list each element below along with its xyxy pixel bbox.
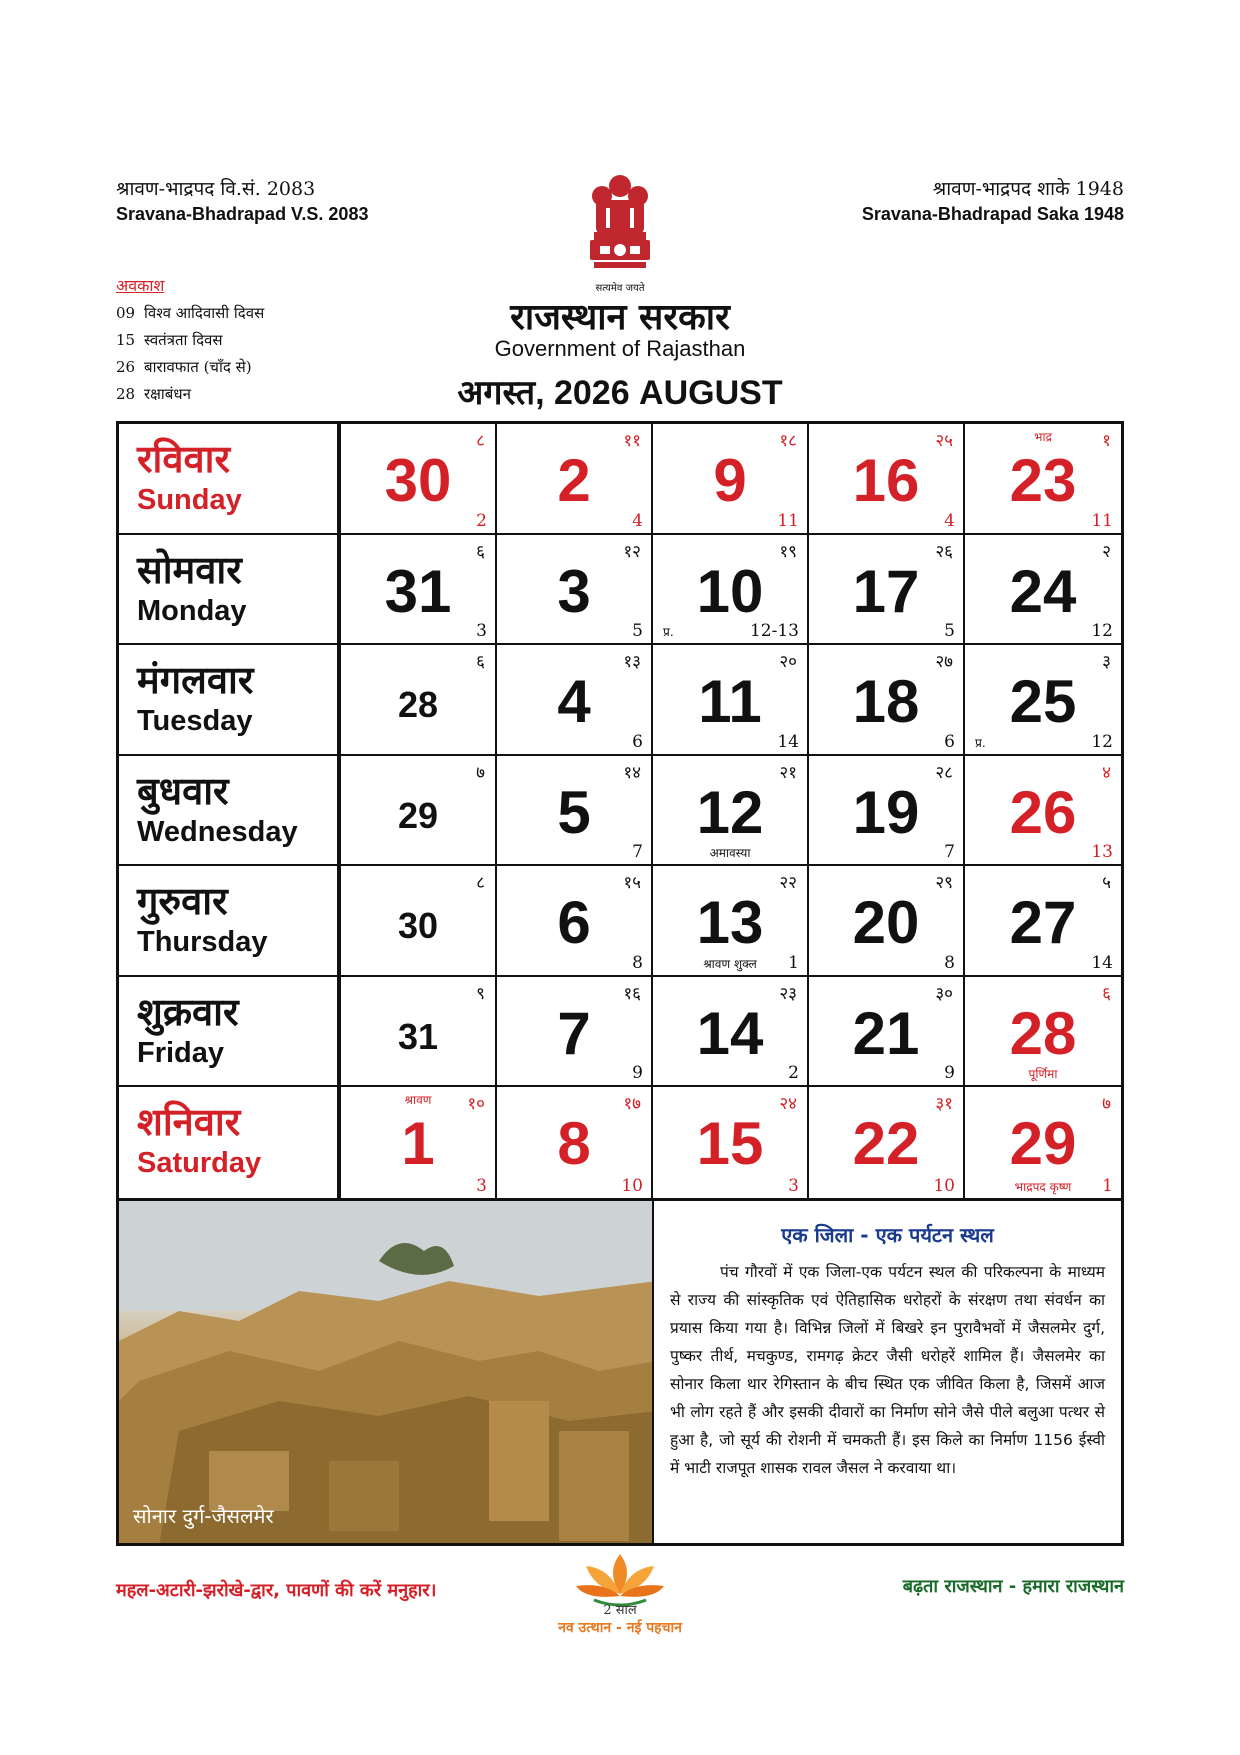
- saka-date: 13: [1091, 842, 1113, 863]
- date-cell[interactable]: [809, 535, 965, 646]
- emblem-motto: सत्यमेव जयते: [595, 283, 645, 294]
- date-cell[interactable]: [653, 866, 809, 977]
- date-number: 24: [1009, 557, 1077, 625]
- tithi-number: ७: [476, 762, 485, 783]
- date-number: 28: [1009, 999, 1077, 1067]
- weekday-saturday: [119, 1087, 341, 1198]
- header-left: [116, 176, 368, 226]
- saka-date: 10: [933, 1175, 955, 1196]
- date-number: 19: [852, 778, 920, 846]
- weekday-english: Friday: [137, 1036, 225, 1069]
- date-cell[interactable]: [341, 866, 497, 977]
- holiday-day: 15: [116, 331, 136, 349]
- tithi-number: १०: [467, 1094, 485, 1115]
- saka-date: 12-13: [749, 621, 799, 642]
- tithi-number: २९: [935, 873, 953, 894]
- date-number: 6: [557, 889, 591, 957]
- cell-note: पूर्णिमा: [1028, 1067, 1058, 1082]
- weekday-tuesday: [119, 645, 341, 756]
- holiday-day: 28: [116, 385, 136, 403]
- feature-box: [654, 1201, 1124, 1546]
- date-number: 3: [557, 557, 591, 625]
- calendar-grid: [116, 421, 1124, 1201]
- date-cell[interactable]: [497, 756, 653, 867]
- weekday-hindi: शनिवार: [137, 1099, 241, 1145]
- weekday-english: Saturday: [137, 1147, 262, 1180]
- date-number: 4: [557, 668, 591, 736]
- national-emblem-icon: [580, 170, 660, 282]
- saka-date: 12: [1091, 621, 1113, 642]
- cell-note: श्रावण शुक्ल: [703, 956, 757, 971]
- date-number: 31: [384, 557, 452, 625]
- tithi-number: १२: [623, 541, 641, 562]
- saka-date: 7: [632, 842, 643, 863]
- holiday-item: [116, 381, 264, 408]
- date-cell[interactable]: [965, 1087, 1121, 1198]
- date-number: 22: [852, 1110, 920, 1178]
- holiday-day: 09: [116, 304, 136, 322]
- month-title: अगस्त, 2026 AUGUST: [457, 374, 783, 412]
- holiday-item: [116, 327, 264, 354]
- tithi-number: ८: [476, 873, 485, 894]
- date-cell[interactable]: [965, 866, 1121, 977]
- weekday-english: Wednesday: [137, 815, 298, 848]
- date-number: 18: [852, 668, 920, 736]
- weekday-hindi: बुधवार: [137, 767, 229, 813]
- date-number: 17: [852, 557, 920, 625]
- date-cell[interactable]: [497, 424, 653, 535]
- tithi-number: २५: [935, 431, 953, 451]
- date-number: 13: [696, 889, 764, 957]
- tithi-number: १५: [623, 873, 641, 894]
- date-cell[interactable]: [653, 756, 809, 867]
- saka-english: Sravana-Bhadrapad Saka 1948: [861, 204, 1124, 224]
- saka-date: 4: [632, 510, 643, 531]
- date-cell[interactable]: [341, 1087, 497, 1198]
- saka-date: 8: [632, 952, 643, 973]
- saka-date: 1: [788, 952, 799, 973]
- date-number: 1: [401, 1110, 435, 1178]
- photo-caption: सोनार दुर्ग-जैसलमेर: [133, 1504, 274, 1528]
- date-cell[interactable]: [341, 645, 497, 756]
- saka-date: 10: [621, 1175, 643, 1196]
- sonar-fort-image: [119, 1201, 654, 1546]
- fort-photo: [116, 1201, 654, 1546]
- footer-tagline-left: महल-अटारी-झरोखे-द्वार, पावणों की करें मनुहार।: [116, 1580, 437, 1601]
- saka-date: 2: [476, 510, 487, 531]
- govt-title-english: Government of Rajasthan: [494, 336, 746, 361]
- date-cell[interactable]: [809, 977, 965, 1088]
- date-cell[interactable]: [965, 977, 1121, 1088]
- weekday-wednesday: [119, 756, 341, 867]
- date-cell[interactable]: [341, 756, 497, 867]
- date-number: 20: [852, 889, 920, 957]
- date-number: 29: [1009, 1110, 1077, 1178]
- tithi-number: २२: [779, 873, 797, 894]
- tithi-number: ६: [1102, 983, 1111, 1004]
- tithi-number: ८: [476, 431, 485, 451]
- date-cell[interactable]: [653, 1087, 809, 1198]
- date-number: 21: [852, 999, 920, 1067]
- month-marker: भाद्र: [1034, 430, 1052, 444]
- saka-date: 14: [777, 731, 799, 752]
- month-marker: श्रावण: [404, 1093, 432, 1108]
- date-number: 5: [557, 778, 591, 846]
- samvat-english: Sravana-Bhadrapad V.S. 2083: [116, 204, 369, 224]
- cell-note: प्र.: [975, 735, 986, 750]
- date-cell[interactable]: [341, 977, 497, 1088]
- tithi-number: ५: [1102, 873, 1111, 894]
- date-number: 9: [713, 447, 747, 514]
- weekday-hindi: शुक्रवार: [137, 988, 239, 1034]
- date-cell[interactable]: [653, 535, 809, 646]
- saka-date: 4: [944, 510, 955, 531]
- saka-date: 3: [476, 621, 487, 642]
- tithi-number: ९: [476, 983, 485, 1004]
- tithi-number: २: [1102, 541, 1111, 562]
- date-cell[interactable]: [497, 866, 653, 977]
- tithi-number: २४: [779, 1094, 797, 1115]
- date-cell[interactable]: [809, 424, 965, 535]
- weekday-hindi: सोमवार: [137, 546, 242, 592]
- footer-tagline-right: बढ़ता राजस्थान - हमारा राजस्थान: [902, 1576, 1124, 1597]
- date-cell[interactable]: [965, 756, 1121, 867]
- saka-date: 9: [632, 1063, 643, 1084]
- date-cell[interactable]: [653, 424, 809, 535]
- saka-date: 5: [944, 621, 955, 642]
- tithi-number: २३: [779, 983, 797, 1004]
- tithi-number: २८: [935, 762, 953, 783]
- date-cell[interactable]: [497, 977, 653, 1088]
- weekday-english: Monday: [137, 594, 247, 627]
- date-number: 16: [852, 447, 920, 514]
- date-number: 28: [397, 684, 439, 726]
- saka-date: 7: [944, 842, 955, 863]
- holiday-name: बारावफात (चाँद से): [144, 358, 252, 376]
- weekday-hindi: गुरुवार: [137, 878, 228, 924]
- weekday-hindi: रविवार: [137, 436, 231, 481]
- date-cell[interactable]: [809, 645, 965, 756]
- tithi-number: २७: [935, 652, 953, 673]
- holiday-name: विश्व आदिवासी दिवस: [144, 304, 265, 322]
- tithi-number: १४: [623, 762, 641, 783]
- holiday-item: [116, 354, 264, 381]
- weekday-sunday: [119, 424, 341, 535]
- tithi-number: ३: [1102, 652, 1111, 673]
- saka-date: 9: [944, 1063, 955, 1084]
- weekday-friday: [119, 977, 341, 1088]
- saka-date: 11: [777, 510, 799, 531]
- date-cell[interactable]: [497, 535, 653, 646]
- date-cell[interactable]: [341, 535, 497, 646]
- date-number: 15: [696, 1110, 764, 1178]
- date-number: 27: [1009, 889, 1077, 957]
- cell-note: भाद्रपद कृष्ण: [1014, 1179, 1072, 1194]
- tithi-number: ७: [1102, 1094, 1111, 1115]
- header-right: [862, 176, 1124, 226]
- saka-date: 12: [1091, 731, 1113, 752]
- date-number: 11: [698, 668, 762, 736]
- date-cell[interactable]: [965, 535, 1121, 646]
- weekday-english: Tuesday: [137, 705, 253, 738]
- date-number: 29: [397, 794, 439, 836]
- saka-date: 6: [632, 731, 643, 752]
- date-number: 30: [397, 905, 439, 947]
- date-number: 2: [557, 447, 591, 514]
- saka-hindi: श्रावण-भाद्रपद शाके 1948: [932, 178, 1124, 200]
- holiday-list: [116, 274, 264, 408]
- saka-date: 1: [1102, 1175, 1113, 1196]
- weekday-thursday: [119, 866, 341, 977]
- date-number: 7: [557, 999, 591, 1067]
- saka-date: 6: [944, 731, 955, 752]
- tithi-number: १६: [623, 983, 641, 1004]
- tithi-number: ६: [476, 652, 485, 673]
- samvat-hindi: श्रावण-भाद्रपद वि.सं. 2083: [116, 178, 316, 200]
- date-number: 12: [696, 778, 764, 846]
- tithi-number: ६: [476, 541, 485, 562]
- date-cell[interactable]: [809, 1087, 965, 1198]
- holiday-title: अवकाश: [116, 276, 165, 295]
- weekday-english: Thursday: [137, 926, 268, 959]
- date-cell[interactable]: [497, 1087, 653, 1198]
- cell-note: प्र.: [663, 625, 674, 640]
- tithi-number: १८: [779, 431, 797, 451]
- tithi-number: २१: [779, 762, 797, 783]
- holiday-day: 26: [116, 358, 136, 376]
- cell-note: अमावस्या: [709, 846, 751, 861]
- date-number: 10: [696, 557, 764, 625]
- date-number: 30: [384, 447, 452, 514]
- tithi-number: ३१: [935, 1094, 953, 1115]
- holiday-name: स्वतंत्रता दिवस: [144, 331, 223, 349]
- date-cell[interactable]: [809, 756, 965, 867]
- date-cell[interactable]: [341, 424, 497, 535]
- weekday-hindi: मंगलवार: [137, 657, 254, 703]
- tithi-number: १: [1102, 431, 1111, 451]
- date-number: 31: [397, 1015, 439, 1057]
- holiday-name: रक्षाबंधन: [144, 385, 191, 403]
- date-number: 14: [696, 999, 764, 1067]
- date-number: 25: [1009, 668, 1077, 736]
- govt-title-hindi: राजस्थान सरकार: [510, 296, 730, 338]
- feature-body: पंच गौरवों में एक जिला-एक पर्यटन स्थल की परिकल्पना के माध्यम से राज्य की सांस्कृतिक एवं ऐतिहासिक धरोहरों के संरक्षण तथा संवर्धन का प्रयास किया गया है। विभिन्न जिलों में बिखरे इन पुरावैभवों में जैसलमेर दुर्ग, पुष्कर तीर्थ, मचकुण्ड, रामगढ़ क्रेटर जैसी धरोहरें शामिल हैं। जैसलमेर का सोनार किला थार रेगिस्तान के बीच स्थित एक जीवित किला है, जिसमें आज भी लोग रहते हैं और इसकी दीवारों का निर्माण सोने जैसे पीले बलुआ पत्थर से हुआ है, जो सूर्य की रोशनी में चमकती हैं। इस किले का निर्माण 1156 ईस्वी में भाटी राजपूत शासक रावल जैसल ने करवाया था।: [670, 1263, 1105, 1477]
- tithi-number: २०: [779, 652, 797, 673]
- saka-date: 2: [788, 1063, 799, 1084]
- weekday-english: Sunday: [137, 484, 242, 516]
- date-cell[interactable]: [809, 866, 965, 977]
- date-number: 8: [557, 1110, 591, 1178]
- date-cell[interactable]: [965, 645, 1121, 756]
- saka-date: 3: [476, 1175, 487, 1196]
- tithi-number: ११: [623, 431, 641, 451]
- saka-date: 14: [1091, 952, 1113, 973]
- tithi-number: १७: [623, 1094, 641, 1115]
- saka-date: 11: [1091, 510, 1113, 531]
- tithi-number: ४: [1102, 762, 1111, 783]
- date-number: 26: [1009, 778, 1077, 846]
- saka-date: 5: [632, 621, 643, 642]
- date-cell[interactable]: [965, 424, 1121, 535]
- holiday-item: [116, 300, 264, 327]
- saka-date: 8: [944, 952, 955, 973]
- tithi-number: १३: [623, 652, 641, 673]
- feature-title: एक जिला - एक पर्यटन स्थल: [781, 1223, 994, 1247]
- tithi-number: २६: [935, 541, 953, 562]
- tithi-number: ३०: [935, 983, 953, 1004]
- date-cell[interactable]: [653, 645, 809, 756]
- logo-slogan: नव उत्थान - नई पहचान: [558, 1620, 682, 1636]
- date-cell[interactable]: [497, 645, 653, 756]
- logo-years: 2 साल: [603, 1603, 637, 1618]
- date-number: 23: [1009, 447, 1077, 514]
- weekday-monday: [119, 535, 341, 646]
- tithi-number: १९: [779, 541, 797, 562]
- date-cell[interactable]: [653, 977, 809, 1088]
- saka-date: 3: [788, 1175, 799, 1196]
